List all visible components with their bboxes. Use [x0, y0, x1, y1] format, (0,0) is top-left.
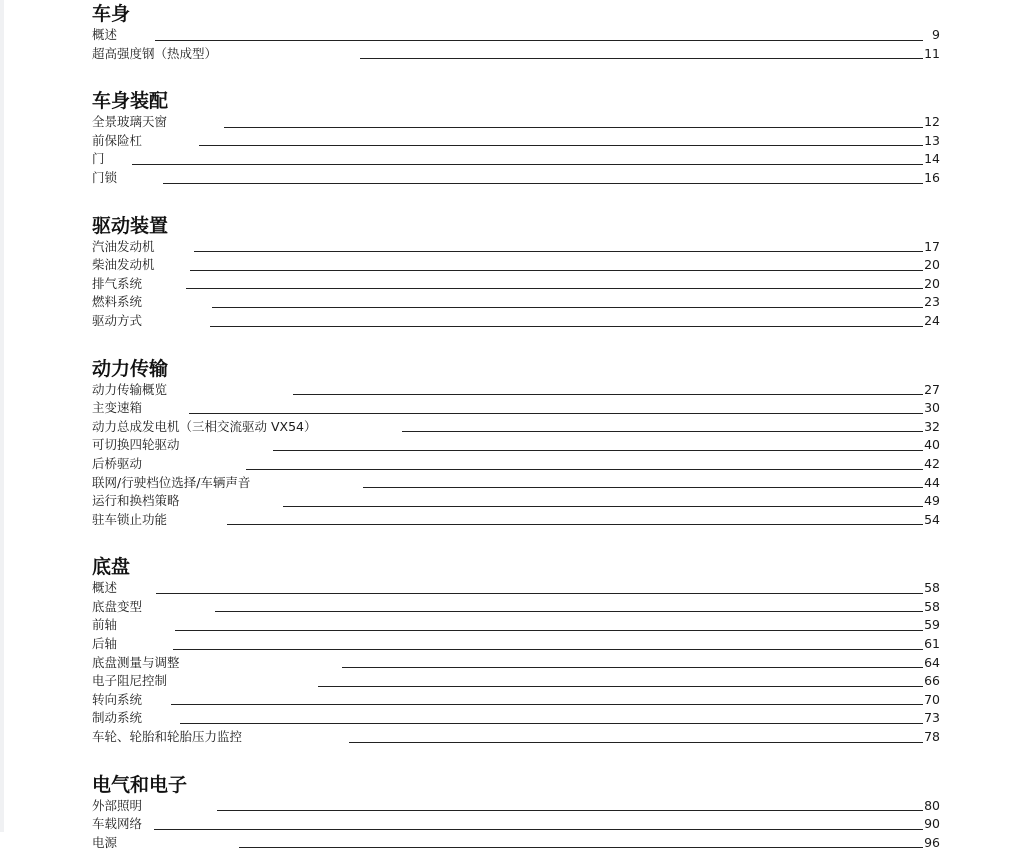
entry-title: 转向系统: [92, 691, 143, 707]
entry-title: 后轴: [92, 636, 118, 652]
toc-entry[interactable]: [92, 579, 940, 598]
leader-line: [224, 127, 923, 128]
entry-title: 后桥驱动: [92, 455, 143, 471]
toc-entry[interactable]: [92, 418, 940, 437]
entry-page-number: 90: [924, 816, 940, 832]
entry-title: 动力总成发电机（三相交流驱动 VX54）: [92, 418, 317, 434]
toc-entry[interactable]: [92, 399, 940, 418]
table-of-contents: [92, 0, 940, 852]
toc-entry[interactable]: [92, 436, 940, 455]
toc-entry[interactable]: [92, 511, 940, 530]
entry-title: 车载网络: [92, 816, 143, 832]
entry-page-number: 24: [924, 312, 940, 328]
leader-line: [363, 487, 923, 488]
leader-line: [155, 40, 923, 41]
leader-line: [293, 394, 923, 395]
toc-entry[interactable]: [92, 672, 940, 691]
leader-line: [342, 667, 923, 668]
entry-page-number: 13: [924, 132, 940, 148]
entry-page-number: 78: [924, 729, 940, 745]
section-heading: 车身装配: [92, 90, 169, 113]
section-heading: 底盘: [92, 556, 131, 579]
leader-line: [318, 686, 923, 687]
entry-page-number: 58: [924, 580, 940, 596]
leader-line: [171, 704, 923, 705]
toc-entry[interactable]: [92, 455, 940, 474]
toc-entry[interactable]: [92, 293, 940, 312]
entry-page-number: 9: [932, 27, 940, 42]
toc-section: [92, 773, 940, 852]
leader-line: [239, 847, 923, 848]
leader-line: [132, 164, 923, 165]
leader-line: [273, 450, 923, 451]
entry-page-number: 59: [924, 617, 940, 633]
leader-line: [246, 469, 923, 470]
entry-page-number: 27: [924, 381, 940, 397]
entry-page-number: 30: [924, 400, 940, 416]
toc-entry[interactable]: [92, 815, 940, 834]
leader-line: [283, 506, 923, 507]
leader-line: [227, 524, 923, 525]
leader-line: [215, 611, 923, 612]
leader-line: [156, 593, 923, 594]
leader-line: [360, 58, 923, 59]
toc-entry[interactable]: [92, 598, 940, 617]
section-heading: 车身: [92, 3, 131, 25]
entry-page-number: 17: [924, 238, 940, 254]
toc-entry[interactable]: [92, 834, 940, 852]
toc-section: [92, 357, 940, 530]
leader-line: [199, 145, 923, 146]
entry-title: 底盘测量与调整: [92, 654, 180, 670]
entry-page-number: 42: [924, 455, 940, 471]
entry-title: 全景玻璃天窗: [92, 114, 168, 130]
page-edge: [0, 0, 4, 832]
toc-entry[interactable]: [92, 150, 940, 169]
entry-page-number: 32: [924, 418, 940, 434]
leader-line: [154, 829, 923, 830]
entry-page-number: 96: [924, 834, 940, 850]
entry-page-number: 64: [924, 654, 940, 670]
entry-title: 柴油发动机: [92, 257, 155, 273]
entry-page-number: 80: [924, 797, 940, 813]
entry-title: 电源: [92, 834, 118, 850]
entry-title: 超高强度钢（热成型）: [92, 45, 218, 61]
entry-title: 汽油发动机: [92, 238, 155, 254]
leader-line: [212, 307, 923, 308]
entry-title: 外部照明: [92, 797, 143, 813]
toc-section: [92, 89, 940, 187]
entry-title: 门锁: [92, 169, 118, 185]
entry-page-number: 54: [924, 511, 940, 527]
entry-title: 驱动方式: [92, 312, 143, 328]
entry-title: 可切换四轮驱动: [92, 437, 180, 453]
entry-page-number: 61: [924, 636, 940, 652]
entry-page-number: 58: [924, 598, 940, 614]
toc-entry[interactable]: [92, 275, 940, 294]
section-heading: 电气和电子: [92, 773, 188, 796]
entry-title: 燃料系统: [92, 294, 143, 310]
entry-page-number: 23: [924, 294, 940, 310]
leader-line: [189, 413, 923, 414]
toc-entry[interactable]: [92, 169, 940, 188]
entry-page-number: 70: [924, 691, 940, 707]
toc-entry[interactable]: [92, 635, 940, 654]
entry-page-number: 20: [924, 257, 940, 273]
entry-page-number: 49: [924, 493, 940, 509]
entry-page-number: 44: [924, 474, 940, 490]
entry-title: 电子阻尼控制: [92, 673, 168, 689]
leader-line: [349, 742, 923, 743]
toc-entry[interactable]: [92, 691, 940, 710]
leader-line: [210, 326, 923, 327]
toc-entry[interactable]: [92, 113, 940, 132]
entry-page-number: 12: [924, 114, 940, 130]
entry-page-number: 16: [924, 169, 940, 185]
toc-entry[interactable]: [92, 616, 940, 635]
entry-title: 联网/行驶档位选择/车辆声音: [92, 474, 251, 490]
entry-page-number: 66: [924, 673, 940, 689]
entry-page-number: 40: [924, 437, 940, 453]
toc-entry[interactable]: [92, 238, 940, 257]
entry-title: 驻车锁止功能: [92, 511, 168, 527]
toc-entry[interactable]: [92, 654, 940, 673]
toc-entry[interactable]: [92, 797, 940, 816]
leader-line: [402, 431, 923, 432]
toc-entry[interactable]: [92, 26, 940, 45]
toc-entry[interactable]: [92, 312, 940, 331]
entry-title: 概述: [92, 27, 118, 42]
entry-title: 运行和换档策略: [92, 493, 180, 509]
toc-section: [92, 555, 940, 746]
entry-page-number: 73: [924, 710, 940, 726]
toc-entry[interactable]: [92, 45, 940, 64]
entry-title: 主变速箱: [92, 400, 143, 416]
leader-line: [173, 649, 923, 650]
entry-title: 前保险杠: [92, 132, 143, 148]
entry-title: 排气系统: [92, 275, 143, 291]
entry-title: 制动系统: [92, 710, 143, 726]
entry-page-number: 14: [924, 151, 940, 167]
leader-line: [180, 723, 923, 724]
toc-entry[interactable]: [92, 728, 940, 747]
entry-title: 底盘变型: [92, 598, 143, 614]
toc-entry[interactable]: [92, 709, 940, 728]
entry-title: 概述: [92, 580, 118, 596]
section-heading: 驱动装置: [92, 214, 169, 237]
leader-line: [163, 183, 923, 184]
entry-title: 车轮、轮胎和轮胎压力监控: [92, 729, 243, 745]
toc-entry[interactable]: [92, 474, 940, 493]
toc-section: [92, 214, 940, 331]
toc-entry[interactable]: [92, 132, 940, 151]
entry-title: 门: [92, 151, 105, 167]
entry-title: 前轴: [92, 617, 118, 633]
leader-line: [190, 270, 923, 271]
leader-line: [194, 251, 923, 252]
leader-line: [217, 810, 923, 811]
toc-entry[interactable]: [92, 492, 940, 511]
entry-page-number: 20: [924, 275, 940, 291]
section-heading: 动力传输: [92, 357, 169, 380]
toc-entry[interactable]: [92, 381, 940, 400]
leader-line: [175, 630, 923, 631]
entry-page-number: 11: [924, 45, 940, 61]
entry-title: 动力传输概览: [92, 381, 168, 397]
leader-line: [186, 288, 923, 289]
toc-entry[interactable]: [92, 256, 940, 275]
toc-section: [92, 2, 940, 63]
